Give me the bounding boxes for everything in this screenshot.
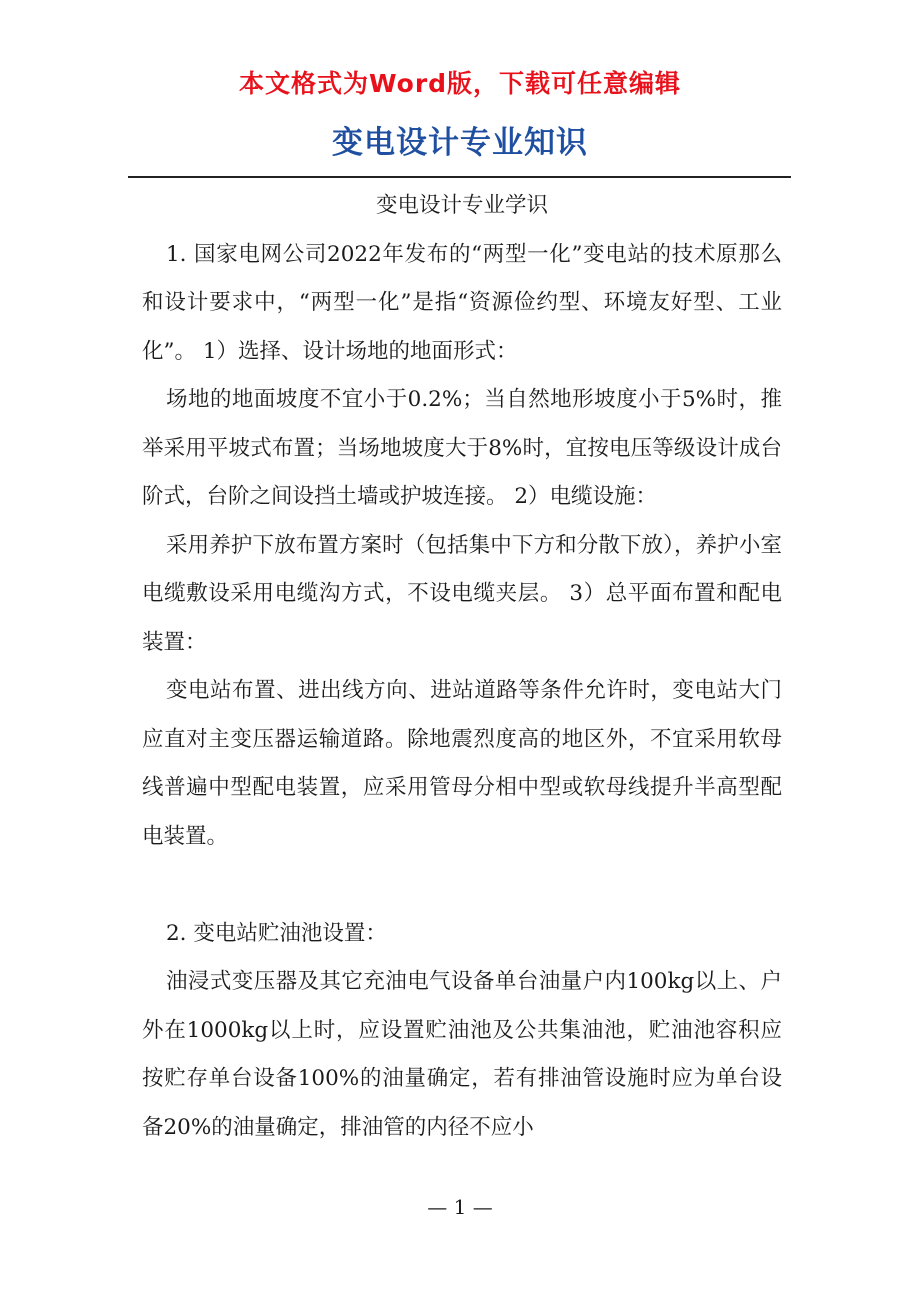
title-divider <box>128 176 791 178</box>
document-body <box>142 182 782 1152</box>
paragraph-1: 1. 国家电网公司2022年发布的“两型一化”变电站的技术原那么和设计要求中，“两型一化”是指“资源俭约型、环境友好型、工业化”。 1）选择、设计场地的地面形式： <box>142 241 782 364</box>
paragraph-spacer <box>142 861 782 910</box>
document-subtitle: 变电设计专业学识 <box>375 193 548 218</box>
paragraph-4: 变电站布置、进出线方向、进站道路等条件允许时，变电站大门应直对主变压器运输道路。除地震烈度高的地区外，不宜采用软母线普遍中型配电装置，应采用管母分相中型或软母线提升半高型配电装置。 <box>142 678 782 849</box>
section-2-heading: 2. 变电站贮油池设置： <box>166 920 387 946</box>
page-number: — 1 — <box>427 1195 493 1219</box>
paragraph-2: 场地的地面坡度不宜小于0.2%；当自然地形坡度小于5%时，推举采用平坡式布置；当场地坡度大于8%时，宜按电压等级设计成台阶式，台阶之间设挡土墙或护坡连接。 2）电缆设施： <box>142 387 782 509</box>
download-banner: 本文格式为Word版，下载可任意编辑 <box>238 69 682 98</box>
page-title: 变电设计专业知识 <box>332 125 588 161</box>
paragraph-3: 采用养护下放布置方案时（包括集中下方和分散下放），养护小室电缆敷设采用电缆沟方式，不设电缆夹层。 3）总平面布置和配电装置： <box>142 532 782 655</box>
paragraph-5: 油浸式变压器及其它充油电气设备单台油量户内100kg以上、户外在1000kg以上时，应设置贮油池及公共集油池，贮油池容积应按贮存单台设备100%的油量确定，若有排油管设施时应为单台设备20%的油量确定，排油管的内径不应小 <box>142 969 782 1140</box>
